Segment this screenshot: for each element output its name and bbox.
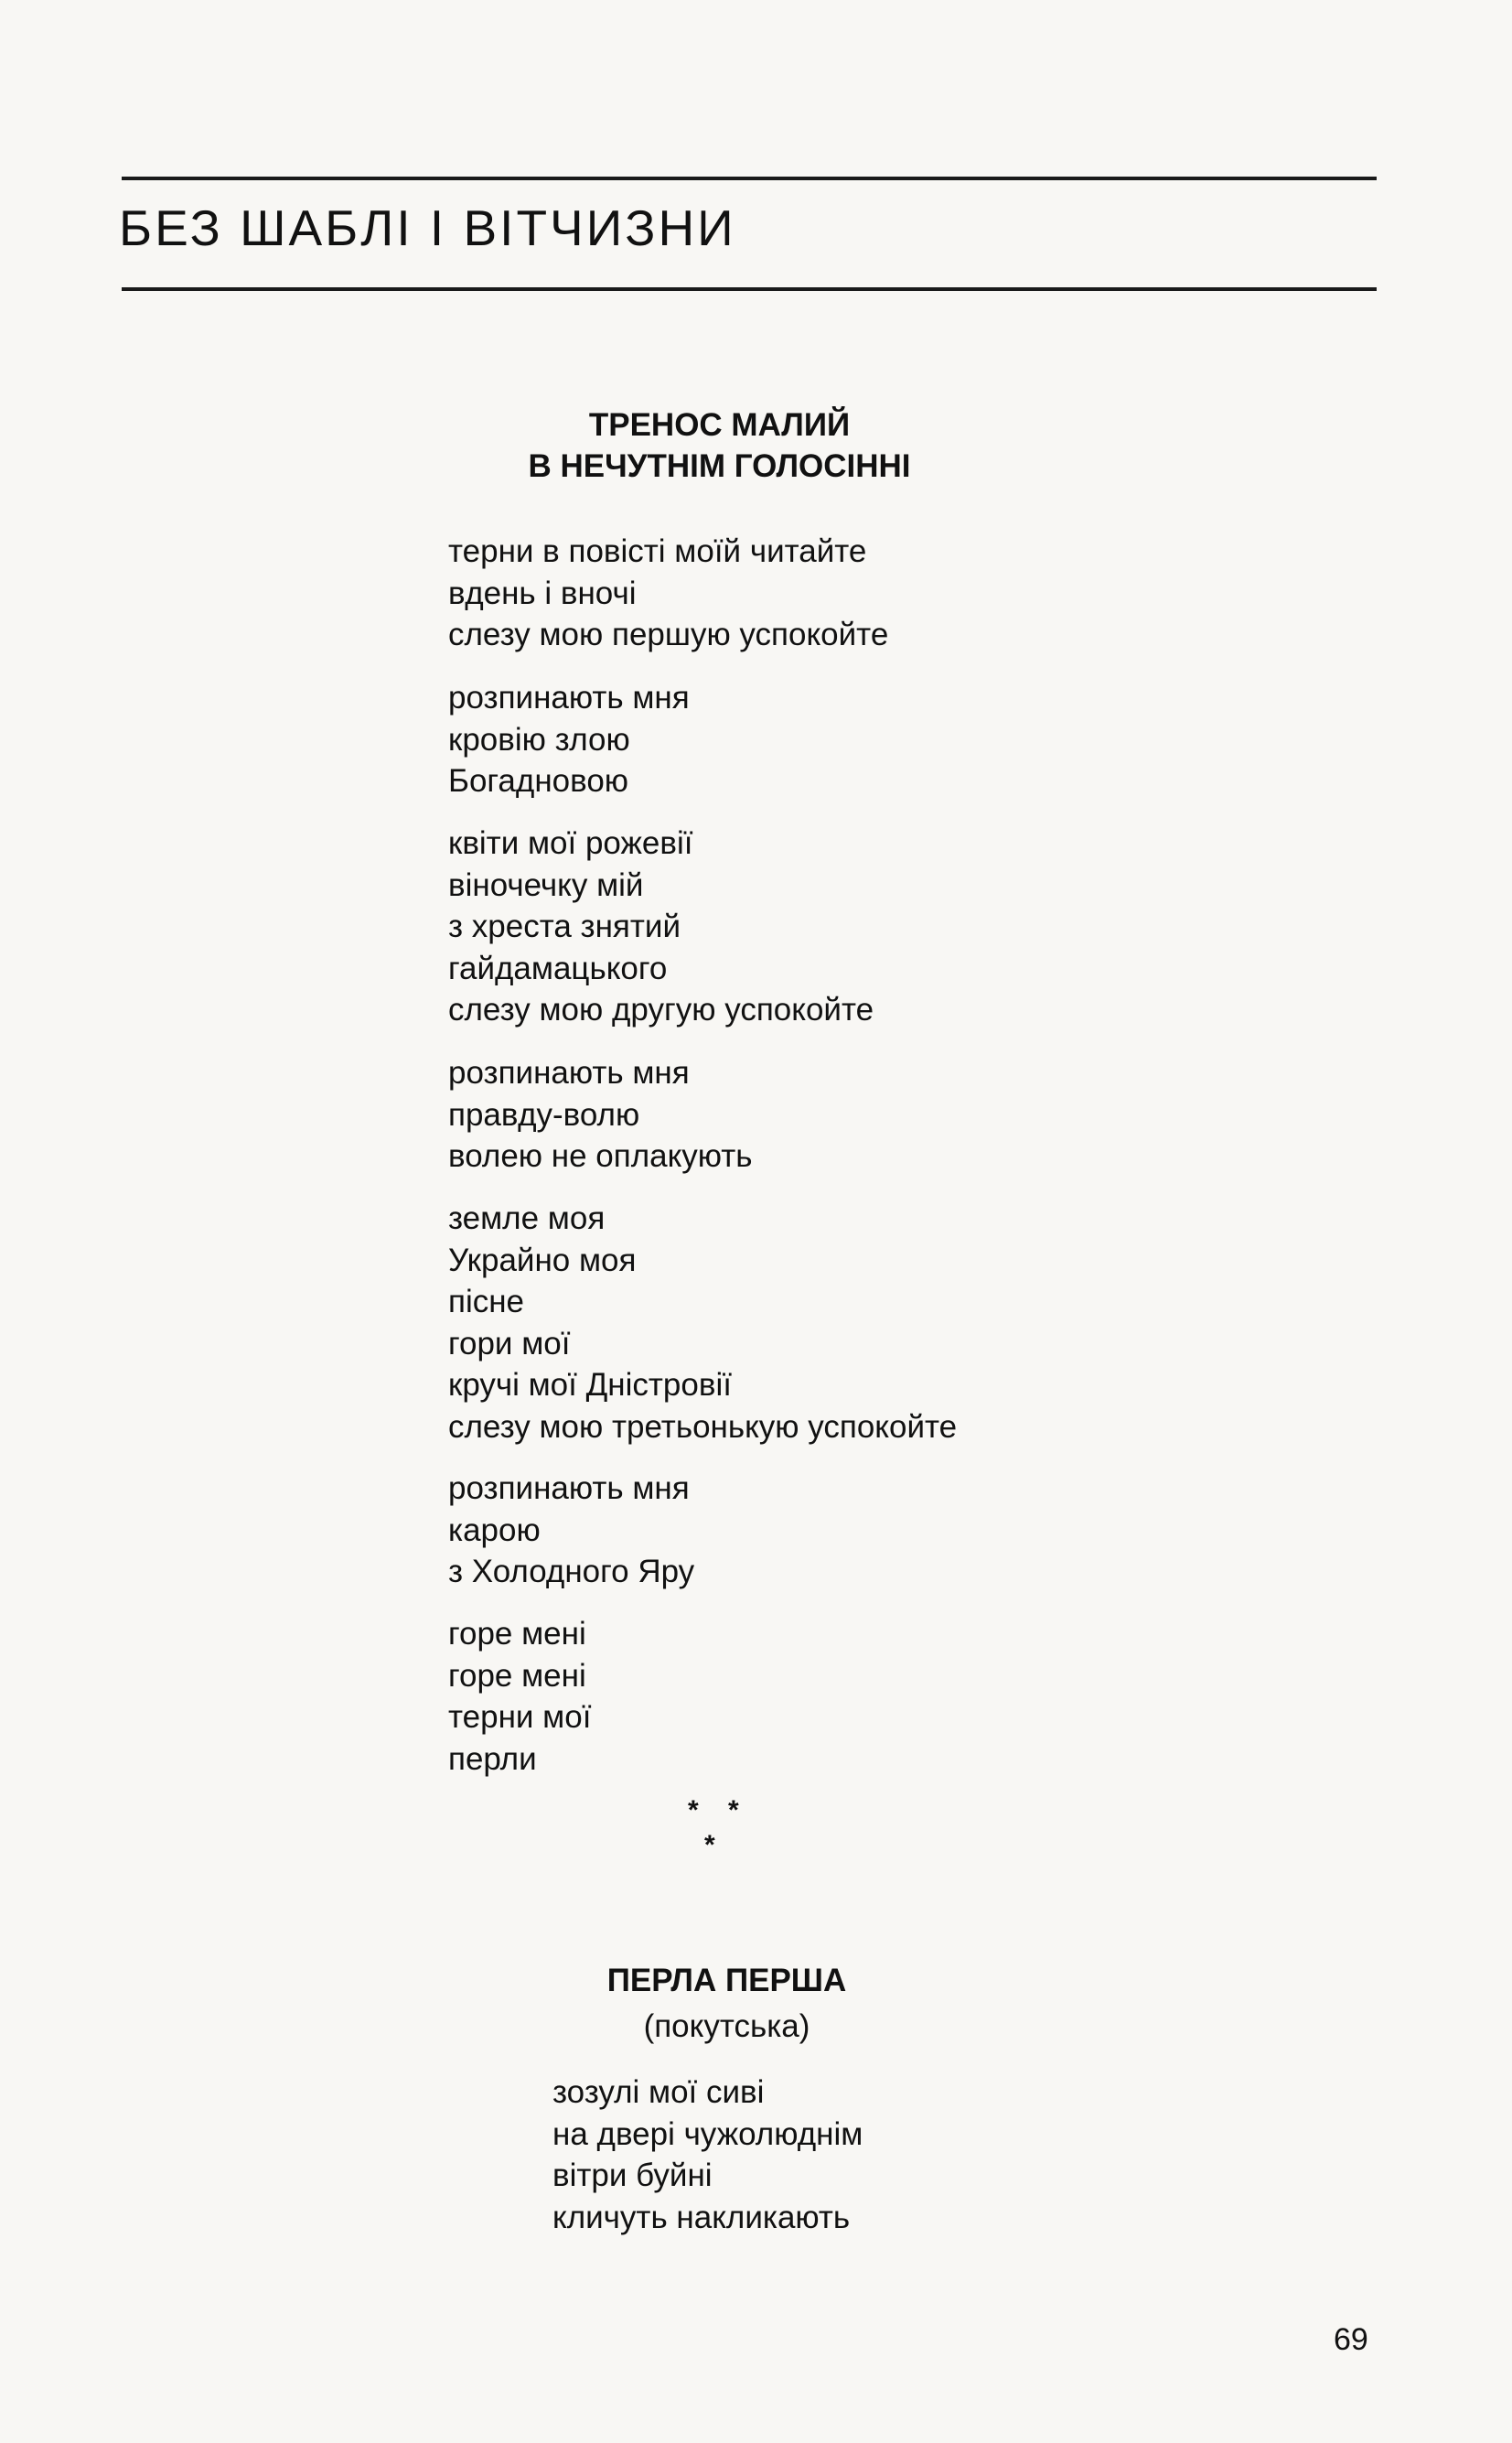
- stanza: [552, 2072, 863, 2238]
- stanza: [448, 1198, 957, 1448]
- verse-line: слезу мою третьонькую успокойте: [448, 1408, 958, 1445]
- verse-line: віночечку мій: [448, 866, 644, 903]
- poem-title: [0, 404, 1475, 487]
- verse-line: карою: [448, 1512, 541, 1548]
- verse-line: кровію злою: [448, 721, 630, 758]
- header-rule-top: [122, 177, 1377, 180]
- verse-line: Богадновою: [448, 763, 629, 799]
- verse-line: слезу мою першую успокойте: [448, 617, 889, 652]
- header-rule-bottom: [122, 287, 1377, 291]
- stanza: [448, 1052, 753, 1178]
- stanza: [448, 677, 690, 802]
- verse-line: розпинають мня: [448, 1470, 690, 1506]
- section-title: БЕЗ ШАБЛІ І ВІТЧИЗНИ: [119, 199, 736, 256]
- verse-line: земле моя: [448, 1200, 606, 1236]
- verse-line: перли: [448, 1740, 537, 1777]
- verse-line: пісне: [448, 1284, 525, 1319]
- verse-line: горе мені: [448, 1657, 586, 1694]
- verse-line: з Холодного Яру: [448, 1554, 695, 1589]
- verse-line: гори мої: [448, 1325, 571, 1361]
- verse-line: з хреста знятий: [448, 909, 681, 944]
- verse-line: гайдамацького: [448, 950, 668, 986]
- verse-line: квіти мої рожевії: [448, 825, 693, 861]
- poem-title-line: В НЕЧУТНІМ ГОЛОСІННІ: [528, 448, 911, 484]
- verse-line: зозулі мої сиві: [552, 2074, 765, 2110]
- verse-line: слезу мою другую успокойте: [448, 992, 874, 1028]
- stanza: [448, 1613, 591, 1780]
- asterism-bottom: *: [704, 1830, 715, 1860]
- verse-line: кручі мої Дністровії: [448, 1367, 732, 1403]
- verse-line: терни в повісті моїй читайте: [448, 533, 867, 569]
- asterism-top: * *: [688, 1795, 750, 1825]
- verse-line: на двері чужолюднім: [552, 2115, 863, 2152]
- verse-line: Украйно моя: [448, 1242, 637, 1278]
- poem-title-line: ТРЕНОС МАЛИЙ: [588, 407, 851, 443]
- poem-title: ПЕРЛА ПЕРША: [606, 1963, 847, 1998]
- stanza: [448, 823, 874, 1031]
- page-number: 69: [1334, 2322, 1368, 2357]
- stanza: [448, 1468, 694, 1593]
- stanza: [448, 531, 888, 656]
- verse-line: терни мої: [448, 1699, 592, 1735]
- verse-line: правду-волю: [448, 1096, 640, 1133]
- verse-line: розпинають мня: [448, 1055, 690, 1091]
- verse-line: кличуть накликають: [552, 2199, 851, 2235]
- verse-line: горе мені: [448, 1616, 586, 1652]
- verse-line: вдень і вночі: [448, 575, 637, 611]
- verse-line: волею не оплакують: [448, 1138, 753, 1174]
- poem-subtitle: (покутська): [643, 2008, 810, 2044]
- verse-line: вітри буйні: [552, 2158, 713, 2193]
- verse-line: розпинають мня: [448, 680, 690, 716]
